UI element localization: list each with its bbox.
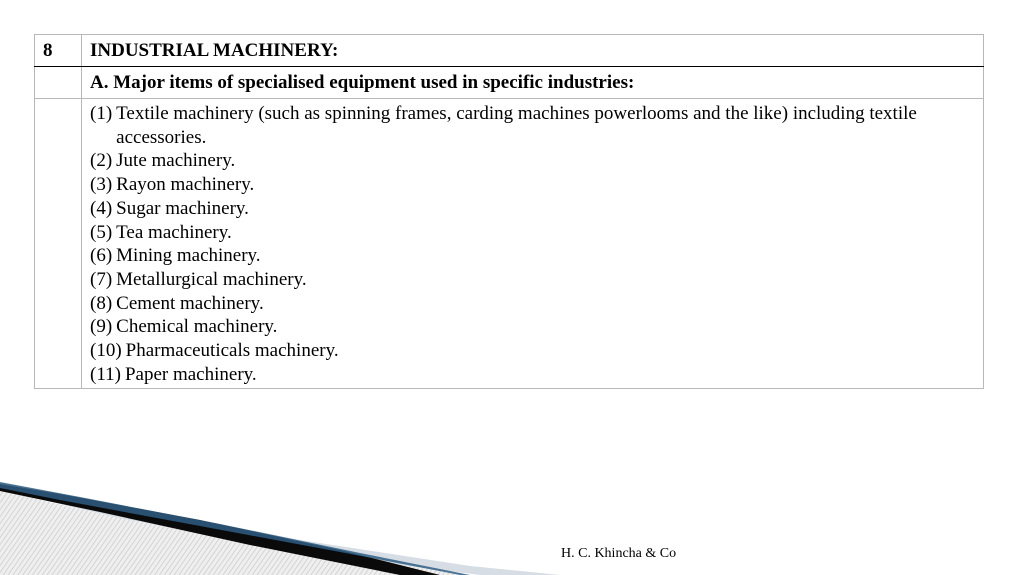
list-item-text: Jute machinery.	[116, 150, 236, 172]
list-item-text: Tea machinery.	[116, 221, 232, 243]
list-item-number: (1)	[90, 103, 113, 124]
list-item	[90, 173, 975, 197]
list-item-text: Chemical machinery.	[116, 316, 278, 338]
list-item-number: (7)	[90, 268, 113, 290]
table-list-row	[35, 99, 984, 389]
list-item-number: (10)	[90, 340, 122, 362]
list-item	[90, 339, 975, 363]
list-item-number: (2)	[90, 150, 113, 172]
item-number-cell: 8	[35, 35, 82, 67]
list-item	[90, 268, 975, 292]
list-item-text: Pharmaceuticals machinery.	[125, 340, 339, 362]
list-item	[90, 102, 975, 149]
machinery-table	[34, 34, 984, 389]
list-item-number: (5)	[90, 221, 113, 243]
list-item	[90, 221, 975, 245]
list-item	[90, 315, 975, 339]
empty-cell	[35, 67, 82, 99]
list-item-number: (11)	[90, 363, 121, 385]
list-item-number: (4)	[90, 197, 113, 219]
section-heading: INDUSTRIAL MACHINERY:	[82, 35, 984, 67]
table-subheader-row	[35, 67, 984, 99]
footer-credit: H. C. Khincha & Co	[561, 546, 677, 561]
list-item-text: Metallurgical machinery.	[116, 268, 307, 290]
list-item-text: Textile machinery (such as spinning frames, carding machines powerlooms and the like) including textile accessories.	[116, 103, 917, 148]
list-item-text: Sugar machinery.	[116, 197, 249, 219]
list-item-number: (8)	[90, 292, 113, 314]
list-item	[90, 363, 975, 387]
list-item-text: Paper machinery.	[124, 363, 257, 385]
list-item-text: Rayon machinery.	[116, 174, 255, 196]
list-item	[90, 149, 975, 173]
list-item-text: Mining machinery.	[116, 245, 261, 267]
list-item-number: (9)	[90, 316, 113, 338]
list-item	[90, 292, 975, 316]
subsection-heading: A. Major items of specialised equipment used in specific industries:	[82, 67, 984, 99]
empty-cell	[35, 99, 82, 389]
list-item-number: (3)	[90, 174, 113, 196]
machinery-list	[90, 102, 975, 386]
list-item-text: Cement machinery.	[116, 292, 264, 314]
list-item-number: (6)	[90, 245, 113, 267]
machinery-list-cell	[82, 99, 984, 389]
list-item	[90, 197, 975, 221]
table-header-row	[35, 35, 984, 67]
list-item	[90, 244, 975, 268]
